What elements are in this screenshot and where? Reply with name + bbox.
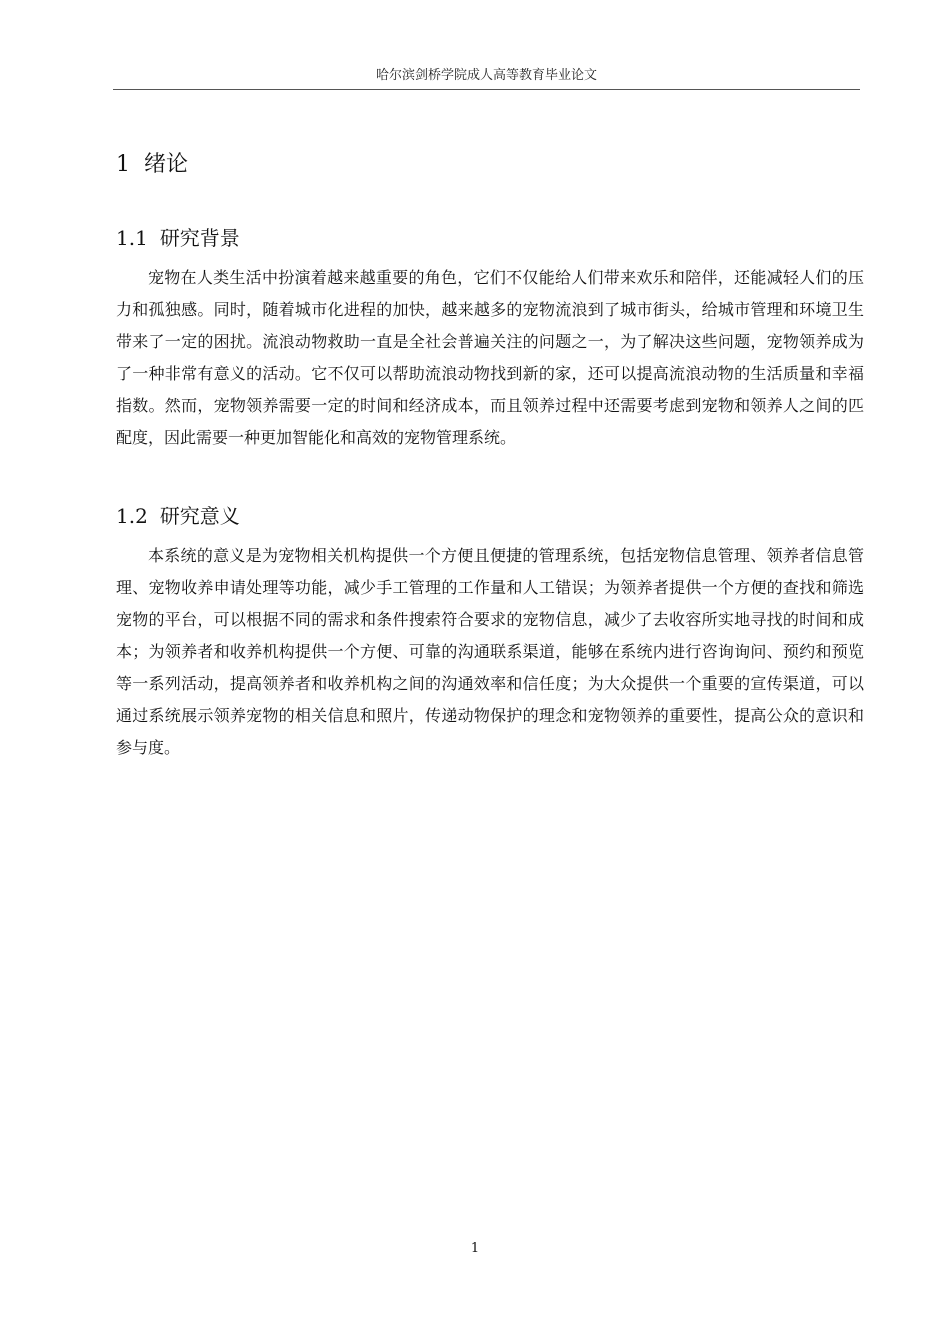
section-heading-background — [116, 222, 240, 254]
section-title: 研究背景 — [159, 226, 240, 250]
section-paragraph-background: 宠物在人类生活中扮演着越来越重要的角色，它们不仅能给人们带来欢乐和陪伴，还能减轻人们的压力和孤独感。同时，随着城市化进程的加快，越来越多的宠物流浪到了城市街头，给城市管理和环境卫生带来了一定的困扰。流浪动物救助一直是全社会普遍关注的问题之一，为了解决这些问题，宠物领养成为了一种非常有意义的活动。它不仅可以帮助流浪动物找到新的家，还可以提高流浪动物的生活质量和幸福指数。然而，宠物领养需要一定的时间和经济成本，而且领养过程中还需要考虑到宠物和领养人之间的匹配度，因此需要一种更加智能化和高效的宠物管理系统。 — [116, 268, 864, 447]
section-number: 1.1 — [116, 226, 148, 250]
section-heading-significance — [116, 500, 240, 532]
chapter-number: 1 — [116, 152, 130, 177]
section-number: 1.2 — [116, 504, 148, 528]
chapter-heading — [116, 148, 188, 182]
page-number: 1 — [470, 1241, 480, 1256]
section-title: 研究意义 — [159, 504, 240, 528]
header-divider — [113, 89, 860, 90]
page-header: 哈尔滨剑桥学院成人高等教育毕业论文 — [375, 68, 597, 83]
chapter-title: 绪论 — [144, 152, 189, 177]
section-paragraph-significance: 本系统的意义是为宠物相关机构提供一个方便且便捷的管理系统，包括宠物信息管理、领养者信息管理、宠物收养申请处理等功能，减少手工管理的工作量和人工错误；为领养者提供一个方便的查找和筛选宠物的平台，可以根据不同的需求和条件搜索符合要求的宠物信息，减少了去收容所实地寻找的时间和成本；为领养者和收养机构提供一个方便、可靠的沟通联系渠道，能够在系统内进行咨询询问、预约和预览等一系列活动，提高领养者和收养机构之间的沟通效率和信任度；为大众提供一个重要的宣传渠道，可以通过系统展示领养宠物的相关信息和照片，传递动物保护的理念和宠物领养的重要性，提高公众的意识和参与度。 — [116, 546, 864, 757]
